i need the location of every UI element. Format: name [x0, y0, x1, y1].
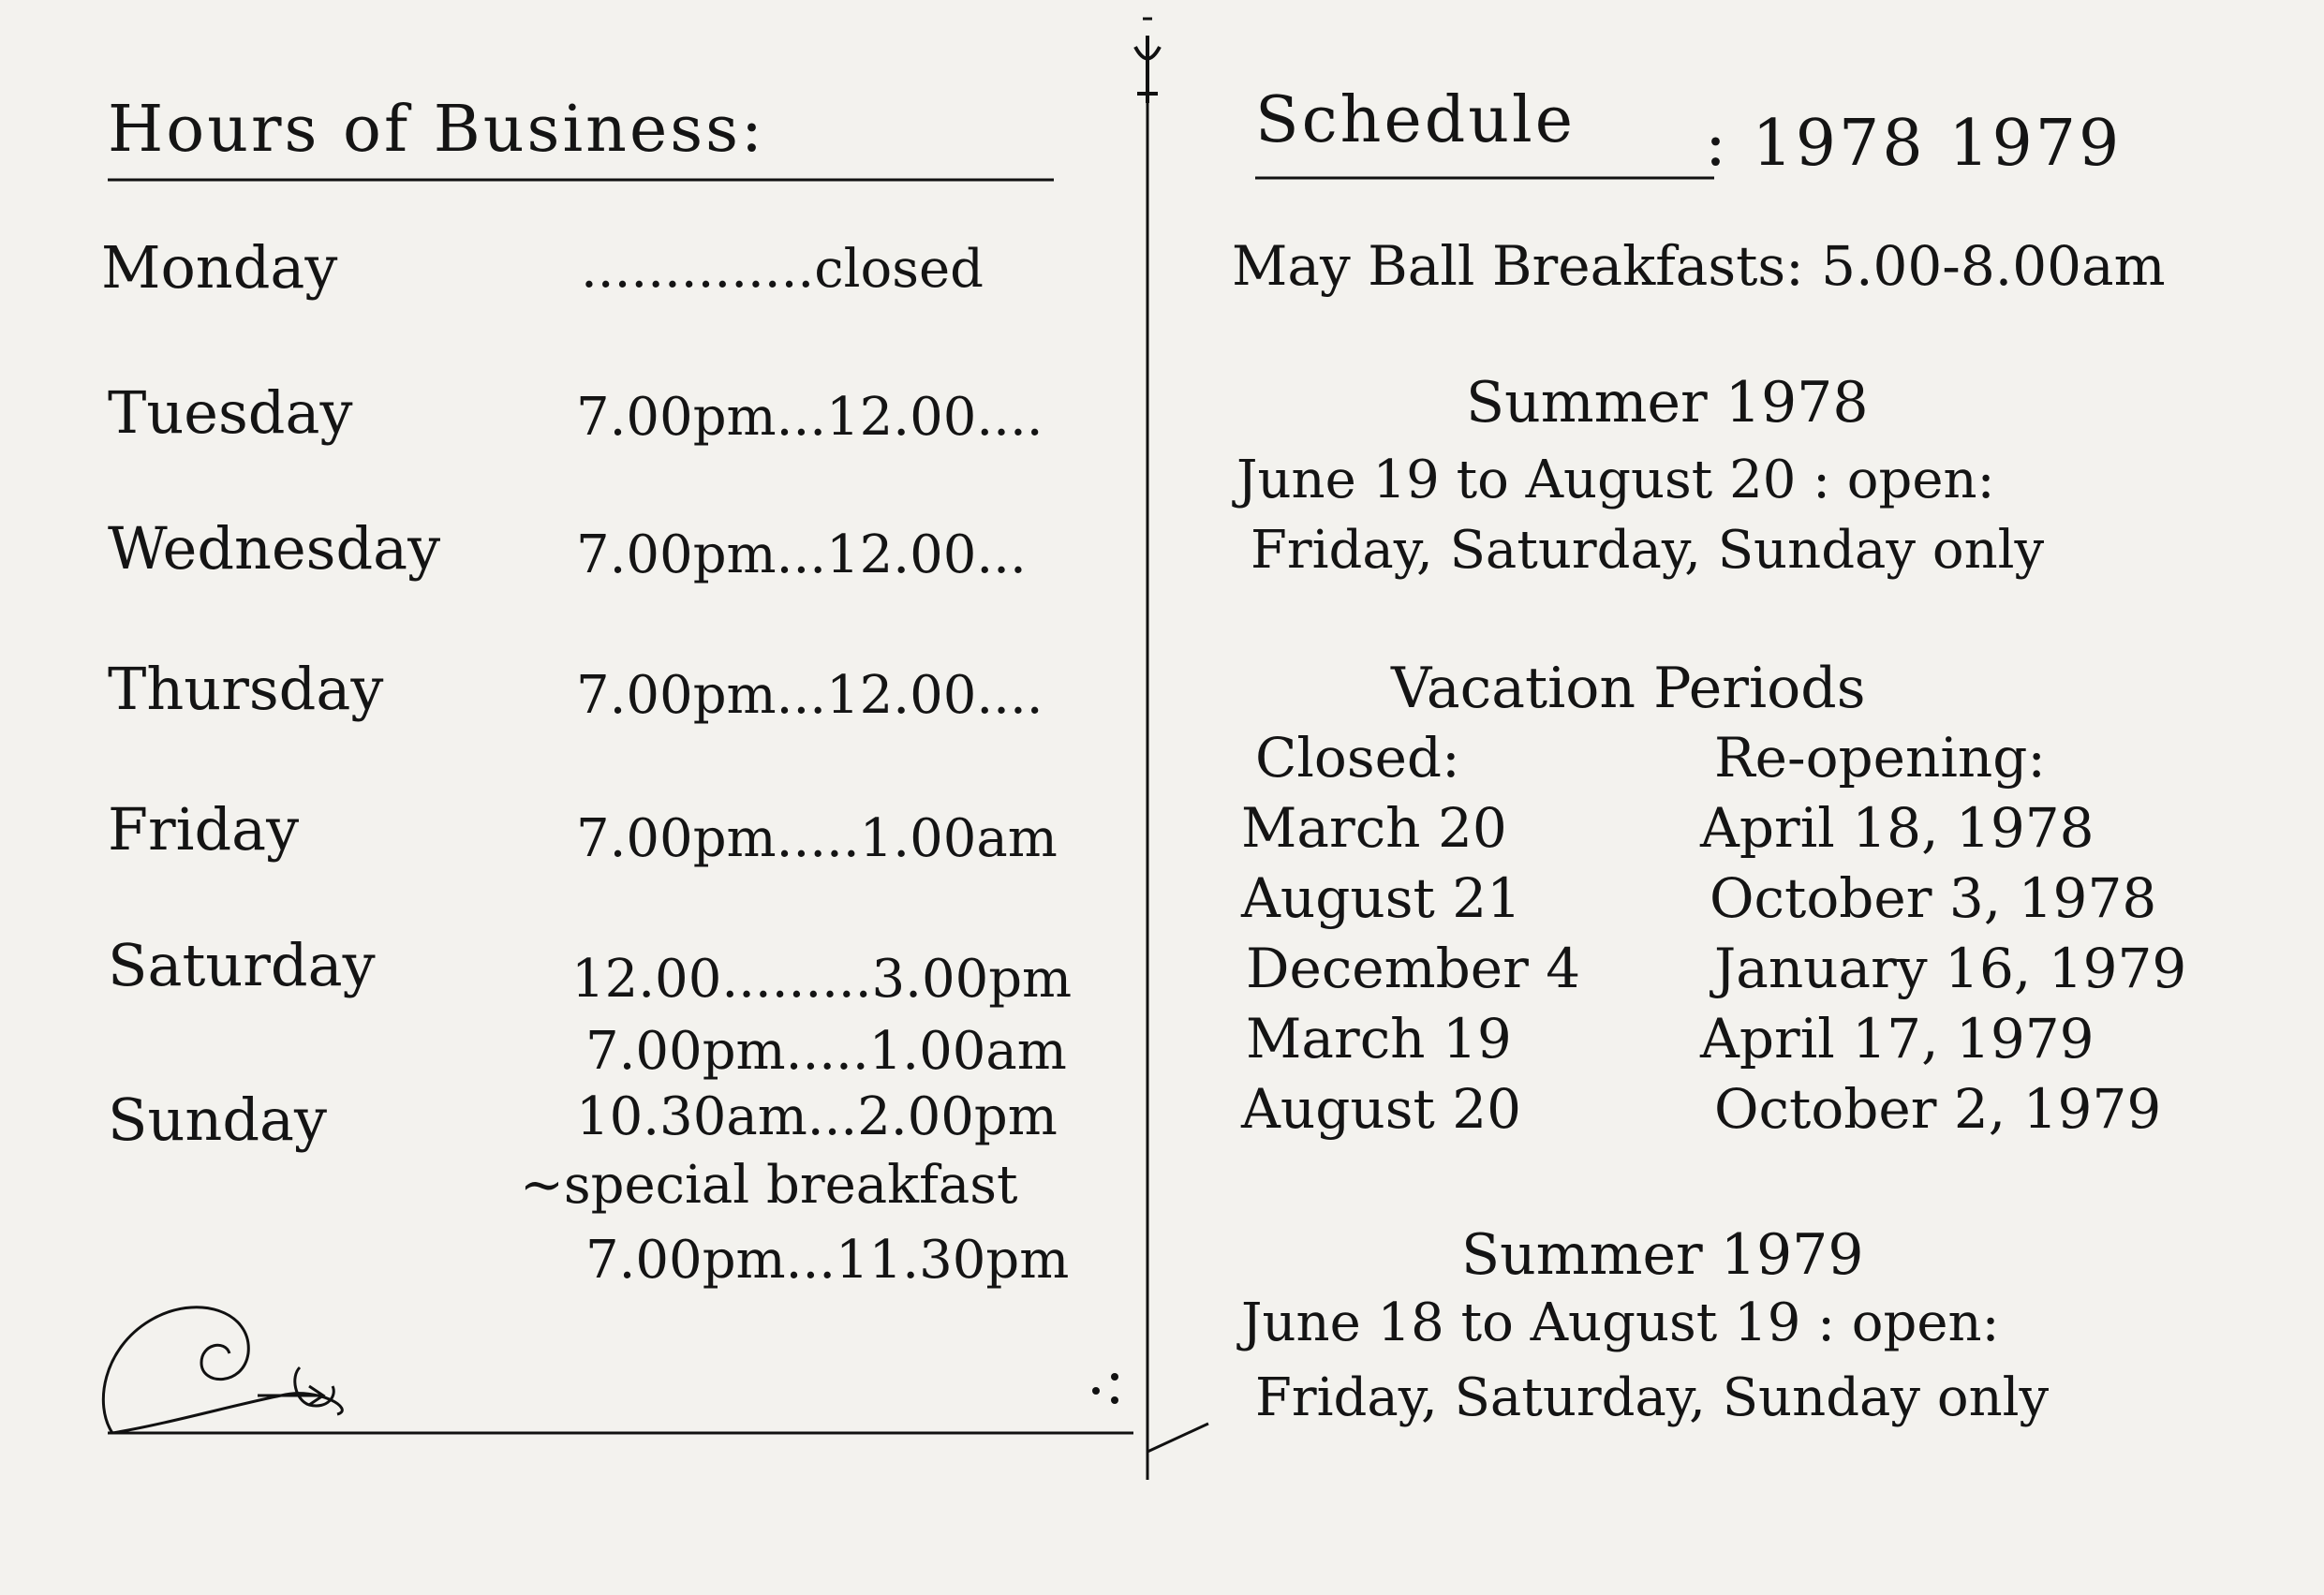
closed-date-2: August 21	[1241, 866, 1522, 930]
day-monday: Monday	[101, 233, 338, 302]
day-sunday: Sunday	[108, 1085, 328, 1154]
reopen-date-3: January 16, 1979	[1714, 937, 2187, 1000]
hours-sunday: 10.30am...2.00pm	[576, 1086, 1058, 1147]
reopening-header: Re-opening:	[1714, 726, 2046, 790]
schedule-years: : 1978 1979	[1705, 107, 2123, 181]
hours-sunday-evening: 7.00pm...11.30pm	[585, 1230, 1070, 1291]
hours-thursday: 7.00pm...12.00....	[576, 665, 1044, 726]
reopen-date-2: October 3, 1978	[1710, 866, 2157, 930]
hours-wednesday: 7.00pm...12.00...	[576, 524, 1027, 585]
day-thursday: Thursday	[108, 655, 384, 723]
reopen-date-5: October 2, 1979	[1714, 1077, 2162, 1141]
hours-friday: 7.00pm.....1.00am	[576, 808, 1058, 869]
hours-title: Hours of Business:	[108, 93, 765, 167]
closed-date-5: August 20	[1241, 1077, 1522, 1141]
day-friday: Friday	[108, 795, 300, 864]
closed-header: Closed:	[1255, 726, 1460, 790]
may-ball-breakfasts: May Ball Breakfasts: 5.00-8.00am	[1232, 234, 2166, 298]
hours-tuesday: 7.00pm...12.00....	[576, 387, 1044, 448]
closed-date-4: March 19	[1246, 1007, 1512, 1071]
schedule-title: Schedule	[1255, 83, 1576, 157]
scroll-flourish-icon	[103, 1307, 342, 1433]
sunday-special-breakfast: ~special breakfast	[520, 1155, 1018, 1216]
summer-1979-days: Friday, Saturday, Sunday only	[1255, 1367, 2050, 1428]
summer-1979-title: Summer 1979	[1461, 1222, 1864, 1288]
day-wednesday: Wednesday	[108, 514, 441, 583]
summer-1978-title: Summer 1978	[1466, 370, 1869, 436]
closed-date-3: December 4	[1246, 937, 1581, 1000]
hours-saturday-evening: 7.00pm.....1.00am	[585, 1021, 1067, 1082]
summer-1979-dates: June 18 to August 19 : open:	[1241, 1292, 2000, 1353]
closed-date-1: March 20	[1241, 796, 1507, 860]
center-divider-line	[1135, 19, 1160, 1480]
vacation-periods-title: Vacation Periods	[1391, 656, 1866, 721]
reopen-date-1: April 18, 1978	[1700, 796, 2095, 860]
summer-1978-dates: June 19 to August 20 : open:	[1236, 450, 1995, 510]
day-saturday: Saturday	[108, 931, 376, 999]
reopen-date-4: April 17, 1979	[1700, 1007, 2095, 1071]
day-tuesday: Tuesday	[108, 378, 353, 447]
summer-1978-days: Friday, Saturday, Sunday only	[1251, 520, 2045, 581]
hours-monday: ..............closed	[581, 239, 984, 300]
hours-saturday: 12.00.........3.00pm	[571, 949, 1073, 1010]
